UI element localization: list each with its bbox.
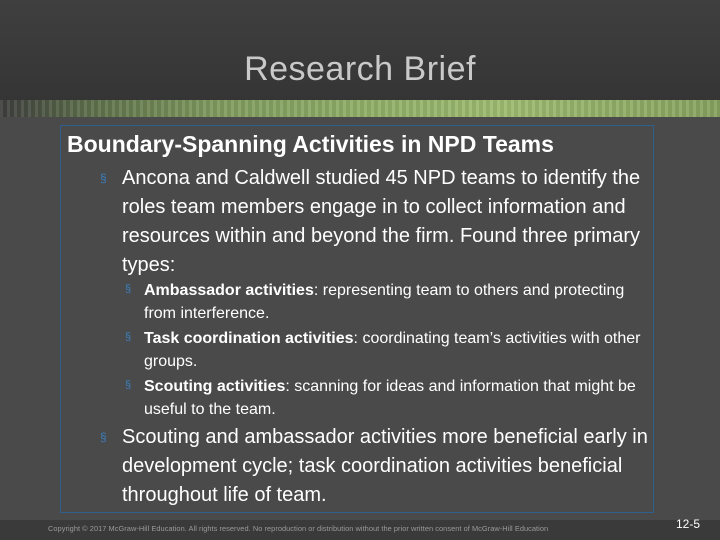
page-number: 12-5	[676, 517, 701, 531]
copyright-notice: Copyright © 2017 McGraw-Hill Education. All rights reserved. No reproduction or distribution without the prior written consent of McGraw-Hill Education	[48, 524, 549, 533]
bullet-marker: §	[125, 379, 132, 391]
bullet-2	[100, 423, 648, 510]
sub-bullet-3	[125, 375, 644, 421]
sub-bullet-3-term: Scouting activities	[144, 378, 286, 395]
bullet-marker: §	[125, 331, 132, 343]
bullet-marker: §	[125, 283, 132, 295]
sub-bullet-1-text: : representing team to others and protecting from interference.	[144, 282, 625, 322]
sub-bullet-1	[125, 279, 644, 325]
sub-bullet-2-term: Task coordination activities	[144, 330, 354, 347]
bullet-1-text: Ancona and Caldwell studied 45 NPD teams to identify the roles team members engage in to collect information and resources within and beyond the firm. Found three primary types:	[122, 167, 641, 276]
sub-bullet-1-term: Ambassador activities	[144, 282, 314, 299]
bullet-marker: §	[100, 430, 107, 444]
bullet-marker: §	[100, 171, 107, 185]
slide-heading: Boundary-Spanning Activities in NPD Teams	[67, 131, 554, 157]
sub-bullet-3-text: : scanning for ideas and information that might be useful to the team.	[144, 378, 636, 418]
sub-bullet-2	[125, 327, 644, 373]
bullet-1	[100, 164, 648, 280]
decorative-strip	[0, 100, 720, 117]
sub-bullet-2-text: : coordinating team’s activities with other groups.	[144, 330, 641, 370]
slide-title: Research Brief	[244, 50, 476, 88]
bullet-2-text: Scouting and ambassador activities more beneficial early in development cycle; task coordination activities beneficial throughout life of team.	[122, 426, 648, 506]
